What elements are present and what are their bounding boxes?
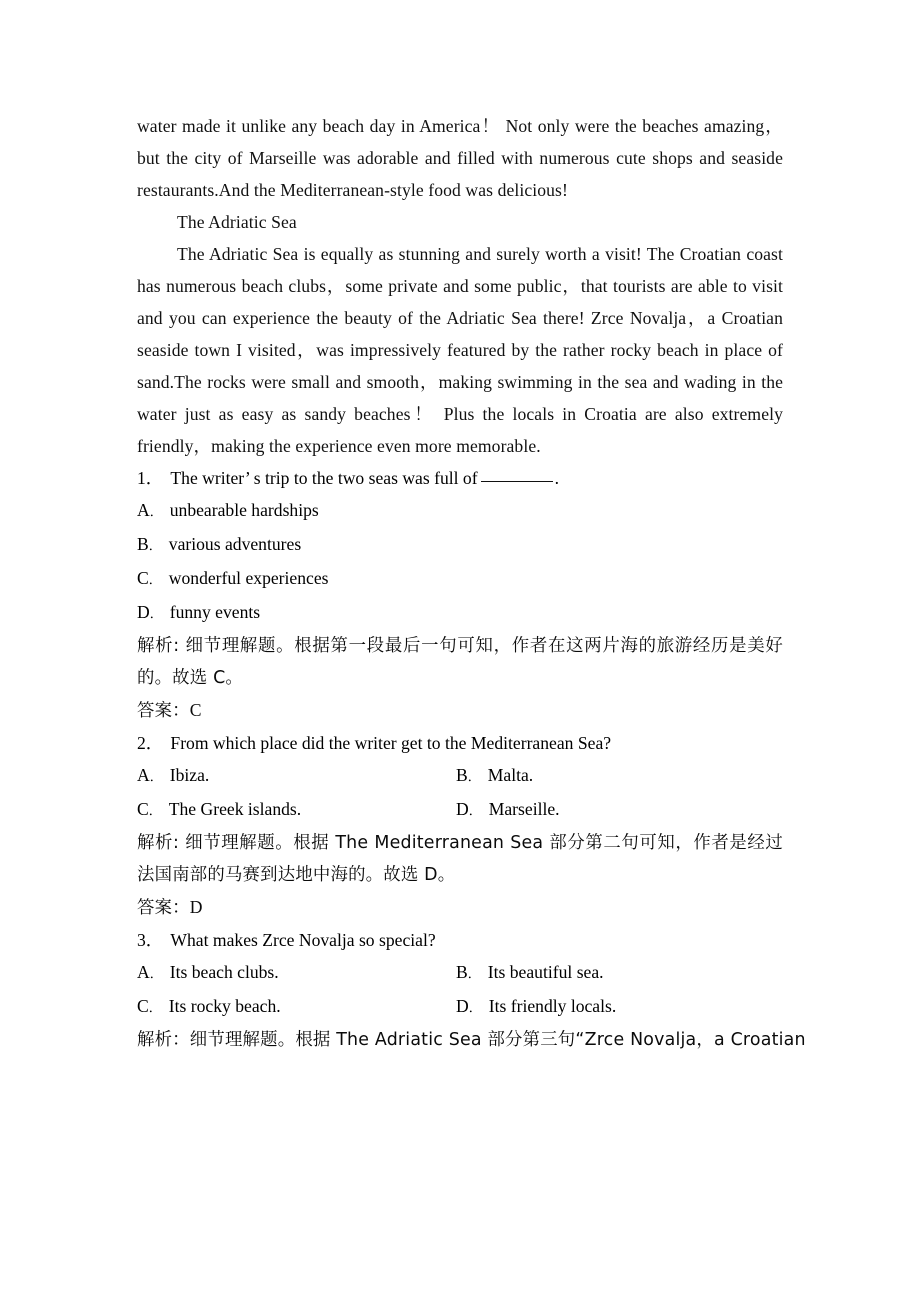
option-label: C ． [137,996,162,1016]
question-3-stem [137,924,783,956]
option-2-d[interactable] [456,793,560,827]
option-1-a[interactable] [137,494,456,528]
analysis-label: 解析： [137,1030,190,1050]
question-block-2 [137,727,783,924]
option-3-c[interactable] [137,990,456,1024]
option-text: wonderful experiences [168,568,329,588]
answer-label: 答案： [137,898,190,918]
answer-value: D [189,897,203,917]
option-label: A ． [137,962,163,982]
question-1-option-row-b [137,528,783,562]
option-label: D ． [456,996,482,1016]
question-1-analysis [137,630,783,694]
option-text: unbearable hardships [169,500,319,520]
option-1-c[interactable] [137,562,456,596]
analysis-label: 解析: [137,636,180,656]
question-1-number: 1． [137,468,164,488]
option-2-b[interactable] [456,759,533,793]
option-2-a[interactable] [137,759,456,793]
option-3-b[interactable] [456,956,604,990]
question-2-answer [137,891,783,924]
question-block-3 [137,924,806,1056]
option-text: Malta. [487,765,534,785]
question-1-stem-end: . [554,468,559,488]
passage-paragraph-continuation: water made it unlike any beach day in America！ Not only were the beaches amazing，but the city of Marseille was adorable and filled with numerous cute shops and seaside restaurants.And the Mediterranean-style food was delicious! [137,116,783,200]
option-label: A ． [137,765,163,785]
option-1-d[interactable] [137,596,456,630]
option-text: Its beautiful sea. [487,962,604,982]
option-label: C ． [137,568,162,588]
answer-value: C [189,700,202,720]
option-text: Its friendly locals. [488,996,617,1016]
option-label: C ． [137,799,162,819]
option-text: Marseille. [488,799,560,819]
question-2-option-row-2 [137,793,783,827]
question-3-number: 3． [137,930,164,950]
question-3-option-row-2 [137,990,783,1024]
option-label: D ． [137,602,163,622]
analysis-text: 细节理解题。根据第一段最后一句可知，作者在这两片海的旅游经历是美好的。故选 C。 [137,636,784,688]
passage-section-heading: The Adriatic Sea [177,212,297,232]
option-label: B ． [456,765,481,785]
analysis-label: 解析: [137,833,180,853]
option-2-c[interactable] [137,793,456,827]
question-3-analysis [137,1024,806,1056]
answer-label: 答案： [137,701,190,721]
option-text: Its beach clubs. [169,962,279,982]
question-2-stem-text: From which place did the writer get to the Mediterranean Sea? [170,733,612,753]
question-1-stem [137,462,783,494]
option-3-a[interactable] [137,956,456,990]
question-2-option-row-1 [137,759,783,793]
question-1-option-row-a [137,494,783,528]
option-3-d[interactable] [456,990,616,1024]
question-2-analysis [137,827,783,891]
question-1-answer [137,694,783,727]
option-label: A ． [137,500,163,520]
question-3-stem-text: What makes Zrce Novalja so special? [170,930,436,950]
option-text: funny events [169,602,261,622]
question-block-1 [137,462,783,727]
option-label: D ． [456,799,482,819]
analysis-text: 细节理解题。根据 The Mediterranean Sea 部分第二句可知，作者是经过法国南部的马赛到达地中海的。故选 D。 [137,833,783,885]
document-page [137,0,806,1302]
option-label: B ． [456,962,481,982]
analysis-text: 细节理解题。根据 The Adriatic Sea 部分第三句“Zrce Novalja，a Croatian [189,1030,806,1050]
question-2-number: 2． [137,733,164,753]
question-1-option-row-c [137,562,783,596]
option-1-b[interactable] [137,528,456,562]
question-1-stem-text: The writer’ s trip to the two seas was full of [170,468,478,488]
answer-blank-1[interactable] [481,481,553,482]
option-text: The Greek islands. [168,799,302,819]
question-1-option-row-d [137,596,783,630]
option-label: B ． [137,534,162,554]
passage-paragraph-2: The Adriatic Sea is equally as stunning and surely worth a visit! The Croatian coast has numerous beach clubs，some private and some public，that tourists are able to visit and you can experience the beauty of the Adriatic Sea there! Zrce Novalja，a Croatian seaside town I visited，was impressively featured by the rather rocky beach in place of sand.The rocks were small and smooth，making swimming in the sea and wading in the water just as easy as sandy beaches！ Plus the locals in Croatia are also extremely friendly，making the experience even more memorable. [137,244,783,456]
option-text: Its rocky beach. [168,996,281,1016]
question-3-option-row-1 [137,956,783,990]
option-text: Ibiza. [169,765,210,785]
option-text: various adventures [168,534,302,554]
question-2-stem [137,727,783,759]
